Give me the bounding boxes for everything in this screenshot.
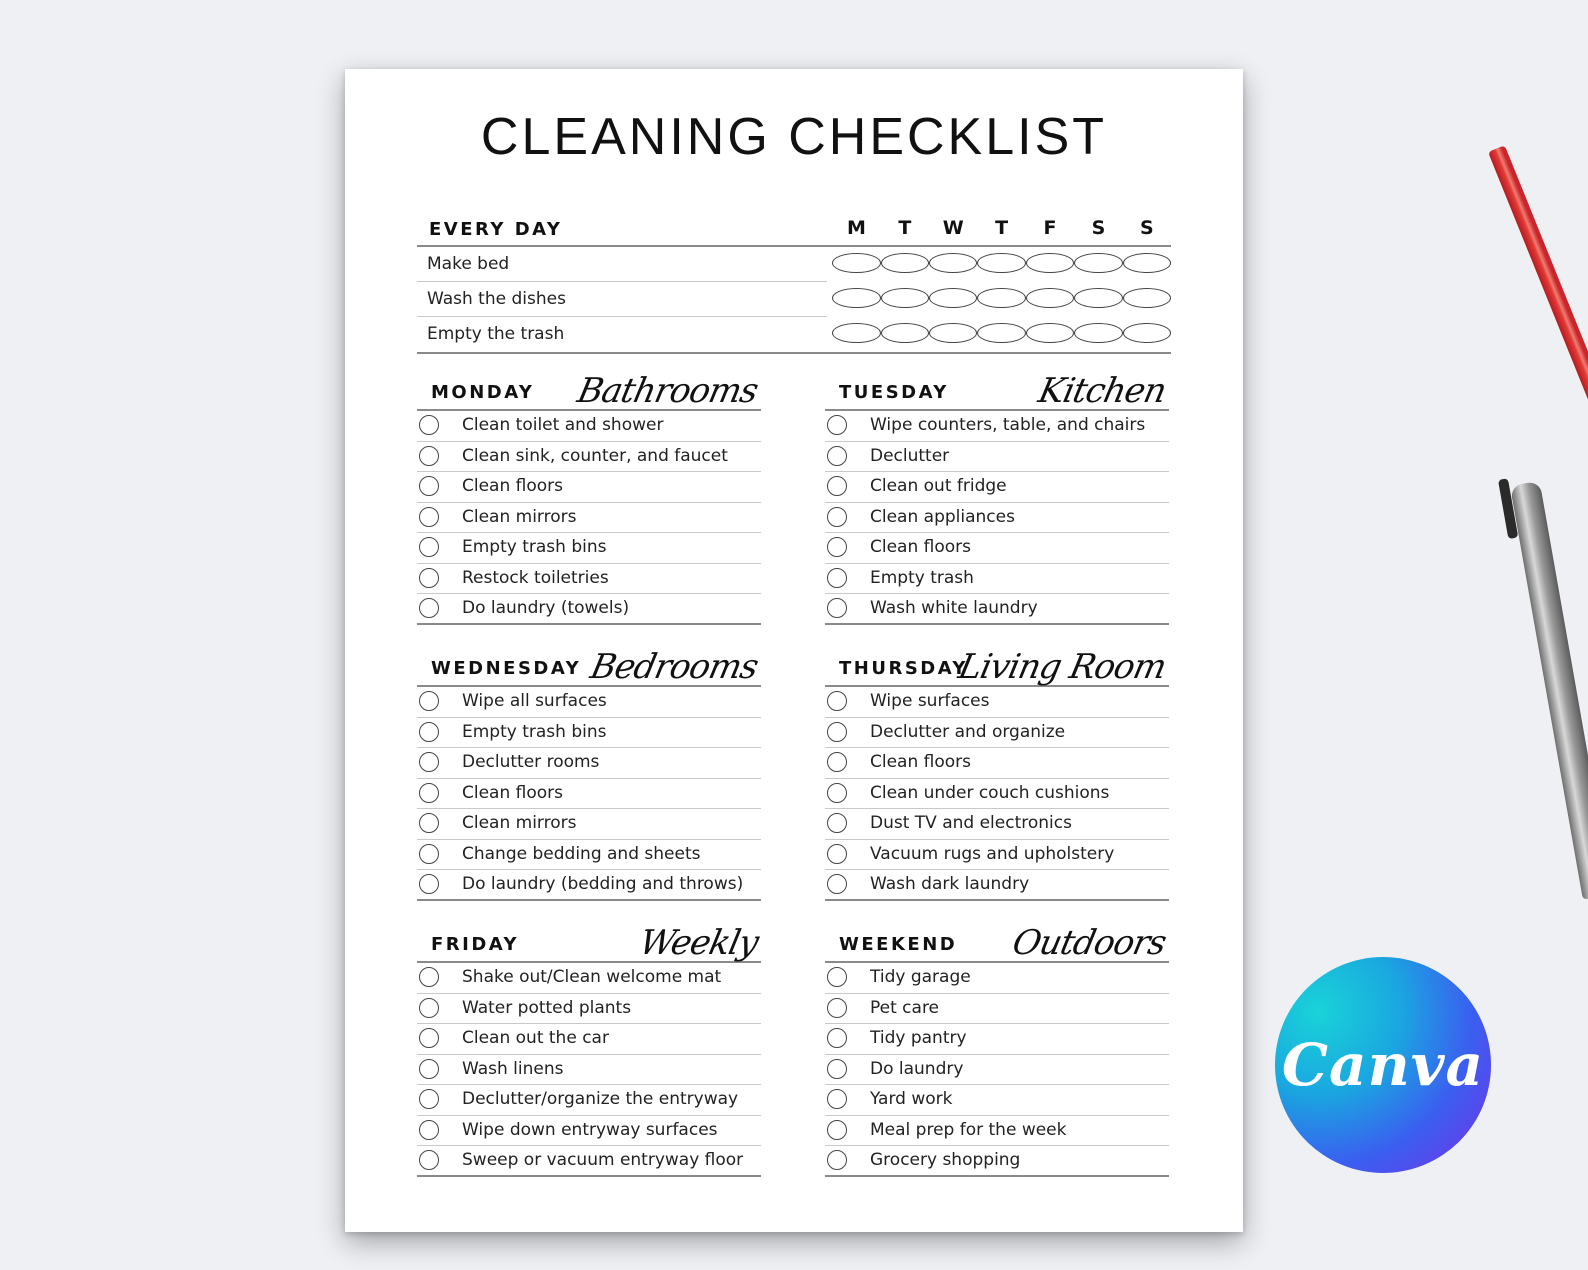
checkbox[interactable] [827,844,847,864]
list-item [825,1055,1169,1086]
list-item [417,594,761,625]
checkbox[interactable] [419,874,439,894]
list-item [825,994,1169,1025]
item-label: Empty trash bins [462,721,607,742]
checkbox-cell [1026,288,1074,308]
section-weekend [825,909,1169,1177]
checkbox[interactable] [827,415,847,435]
checkbox-cell [881,323,929,343]
checkbox[interactable] [1026,323,1074,343]
list-item [825,809,1169,840]
checkbox[interactable] [1123,253,1171,273]
item-label: Tidy pantry [870,1028,967,1048]
item-label: Empty trash [870,567,974,588]
page-title: CLEANING CHECKLIST [480,108,1108,166]
item-label: Dust TV and electronics [870,813,1072,833]
checkbox[interactable] [419,476,439,496]
checkbox[interactable] [419,1089,439,1109]
item-label: Clean floors [870,537,972,557]
checkbox[interactable] [827,752,847,772]
list-item [417,1146,761,1177]
section-header [825,633,1169,687]
checkbox-cell [1074,288,1122,308]
list-item [825,870,1169,901]
item-label: Meal prep for the week [870,1119,1067,1140]
checkbox[interactable] [1123,288,1171,308]
list-item [825,1024,1169,1055]
checkbox[interactable] [1074,288,1122,308]
canva-logo-text: Canva [1281,1031,1485,1099]
checkbox-cell [1026,323,1074,343]
checkbox[interactable] [419,1028,439,1048]
checkbox[interactable] [419,691,439,711]
checkbox[interactable] [977,253,1025,273]
item-label: Declutter/organize the entryway [462,1089,739,1109]
item-label: Clean floors [870,752,972,772]
everyday-task-row [417,317,1171,352]
section-day: THURSDAY [839,658,968,679]
checkbox-cell [1074,323,1122,343]
checkbox-cell [1123,253,1171,273]
checkbox-cell [1074,253,1122,273]
list-item [417,564,761,595]
day-label: W [942,217,964,239]
checkbox[interactable] [827,967,847,987]
checkbox[interactable] [419,813,439,833]
section-room: Bedrooms [587,647,762,687]
day-checkboxes [832,288,1171,308]
day-label: F [1043,217,1057,239]
checkbox[interactable] [827,598,847,618]
day-label: T [898,217,912,239]
section-room: Kitchen [1035,371,1170,411]
list-item [825,564,1169,595]
section-header [417,909,761,963]
section-room: Outdoors [1009,923,1170,963]
everyday-task-row [417,247,1171,282]
checkbox[interactable] [827,874,847,894]
checkbox[interactable] [419,752,439,772]
list-item [825,411,1169,442]
everyday-rows [417,247,1171,354]
item-label: Pet care [870,997,940,1018]
section-header [417,357,761,411]
checkbox[interactable] [419,598,439,618]
item-label: Wipe all surfaces [462,691,607,711]
list-item [417,870,761,901]
section-day: FRIDAY [431,934,520,955]
section-header [825,357,1169,411]
list-item [417,1024,761,1055]
item-label: Wipe surfaces [870,691,990,711]
item-label: Wipe counters, table, and chairs [870,415,1146,435]
checkbox[interactable] [827,446,847,466]
checkbox-cell [881,288,929,308]
list-item [825,442,1169,473]
item-label: Wash dark laundry [870,874,1030,894]
checkbox-cell [1123,288,1171,308]
checkbox-cell [1123,323,1171,343]
list-item [417,411,761,442]
checkbox[interactable] [929,323,977,343]
list-item [825,718,1169,749]
item-label: Declutter [870,445,950,466]
checkbox[interactable] [419,537,439,557]
item-label: Wash linens [462,1058,564,1079]
checkbox[interactable] [419,415,439,435]
list-item [825,779,1169,810]
item-label: Clean appliances [870,506,1015,527]
checkbox[interactable] [1074,323,1122,343]
task-label: Empty the trash [427,324,565,344]
checkbox[interactable] [419,507,439,527]
item-label: Clean mirrors [462,506,577,527]
checkbox[interactable] [419,844,439,864]
item-label: Clean floors [462,476,564,496]
item-label: Change bedding and sheets [462,843,701,864]
checkbox-cell [929,323,977,343]
item-label: Grocery shopping [870,1150,1021,1170]
list-item [825,594,1169,625]
red-pencil [1488,145,1588,467]
checkbox[interactable] [977,323,1025,343]
item-label: Declutter and organize [870,721,1066,742]
checkbox-cell [929,253,977,273]
checkbox-cell [977,323,1025,343]
section-room: Living Room [955,647,1170,687]
list-item [825,1146,1169,1177]
section-thursday [825,633,1169,901]
day-label: M [847,217,866,239]
item-label: Shake out/Clean welcome mat [462,967,722,987]
section-friday [417,909,761,1177]
checkbox[interactable] [827,783,847,803]
section-day: WEEKEND [839,934,958,955]
section-day: TUESDAY [839,382,949,403]
list-item [825,1085,1169,1116]
canva-logo [1275,957,1491,1173]
list-item [417,1116,761,1147]
list-item [417,994,761,1025]
checkbox-cell [832,323,880,343]
checkbox[interactable] [419,1059,439,1079]
list-item [417,533,761,564]
item-label: Restock toiletries [462,567,609,588]
item-label: Do laundry [870,1058,964,1079]
list-item [825,503,1169,534]
checkbox-cell [832,253,880,273]
item-label: Empty trash bins [462,537,607,557]
section-header [417,633,761,687]
checkbox[interactable] [977,288,1025,308]
section-day: WEDNESDAY [431,658,582,679]
checkbox[interactable] [827,507,847,527]
checkbox-cell [977,253,1025,273]
item-label: Clean out the car [462,1028,609,1048]
checkbox[interactable] [827,568,847,588]
list-item [417,963,761,994]
list-item [825,533,1169,564]
item-label: Clean out fridge [870,476,1007,496]
checkbox[interactable] [832,253,880,273]
day-checkboxes [832,323,1171,343]
list-item [417,779,761,810]
item-label: Declutter rooms [462,752,600,772]
checkbox[interactable] [827,813,847,833]
item-label: Clean floors [462,782,564,803]
checkbox[interactable] [419,998,439,1018]
task-label: Make bed [427,254,510,274]
item-label: Clean toilet and shower [462,415,664,435]
item-label: Clean under couch cushions [870,782,1110,803]
everyday-heading: EVERY DAY [429,219,563,240]
checkbox[interactable] [1026,253,1074,273]
section-room: Weekly [635,923,762,963]
checkbox[interactable] [827,1150,847,1170]
list-item [825,687,1169,718]
section-header [825,909,1169,963]
checkbox[interactable] [929,253,977,273]
item-label: Wash white laundry [870,598,1038,618]
checkbox[interactable] [419,446,439,466]
checklist-sheet [345,69,1243,1232]
checkbox[interactable] [827,1089,847,1109]
checkbox[interactable] [832,288,880,308]
checkbox[interactable] [827,998,847,1018]
item-label: Do laundry (bedding and throws) [462,874,744,894]
section-room: Bathrooms [574,371,762,411]
checkbox[interactable] [827,476,847,496]
checkbox-cell [977,288,1025,308]
everyday-task-row [417,282,1171,317]
checkbox[interactable] [827,1120,847,1140]
list-item [417,809,761,840]
everyday-header [417,209,1171,247]
section-wednesday [417,633,761,901]
item-label: Yard work [870,1089,953,1109]
checkbox-cell [832,288,880,308]
checkbox[interactable] [419,1150,439,1170]
item-label: Sweep or vacuum entryway floor [462,1150,744,1170]
checkbox[interactable] [419,722,439,742]
list-item [417,1055,761,1086]
everyday-section [417,209,1171,354]
checkbox[interactable] [832,323,880,343]
checkbox[interactable] [827,537,847,557]
checkbox[interactable] [929,288,977,308]
checkbox[interactable] [827,1028,847,1048]
silver-pen [1510,481,1588,900]
item-label: Do laundry (towels) [462,598,630,618]
list-item [417,503,761,534]
checkbox[interactable] [827,722,847,742]
checkbox[interactable] [827,691,847,711]
checkbox[interactable] [419,1120,439,1140]
section-tuesday [825,357,1169,625]
checkbox[interactable] [1123,323,1171,343]
item-label: Clean mirrors [462,813,577,833]
checkbox-cell [929,288,977,308]
day-label: S [1091,217,1106,239]
list-item [825,963,1169,994]
list-item [417,687,761,718]
checkbox[interactable] [827,1059,847,1079]
item-label: Water potted plants [462,997,632,1018]
task-label: Wash the dishes [427,289,566,309]
checkbox[interactable] [419,783,439,803]
item-label: Clean sink, counter, and faucet [462,445,728,466]
checkbox[interactable] [419,967,439,987]
list-item [825,840,1169,871]
list-item [417,472,761,503]
checkbox-cell [881,253,929,273]
checkbox[interactable] [1026,288,1074,308]
item-label: Vacuum rugs and upholstery [870,843,1115,864]
item-label: Wipe down entryway surfaces [462,1119,718,1140]
section-monday [417,357,761,625]
checkbox[interactable] [881,323,929,343]
day-label: T [995,217,1009,239]
checkbox-cell [1026,253,1074,273]
list-item [825,1116,1169,1147]
day-label: S [1139,217,1154,239]
list-item [417,840,761,871]
list-item [417,718,761,749]
checkbox[interactable] [881,288,929,308]
list-item [825,748,1169,779]
item-label: Tidy garage [870,967,971,987]
list-item [825,472,1169,503]
checkbox[interactable] [419,568,439,588]
list-item [417,1085,761,1116]
list-item [417,442,761,473]
weekday-labels [832,217,1171,239]
checkbox[interactable] [881,253,929,273]
checkbox[interactable] [1074,253,1122,273]
list-item [417,748,761,779]
section-day: MONDAY [431,382,535,403]
day-checkboxes [832,253,1171,273]
